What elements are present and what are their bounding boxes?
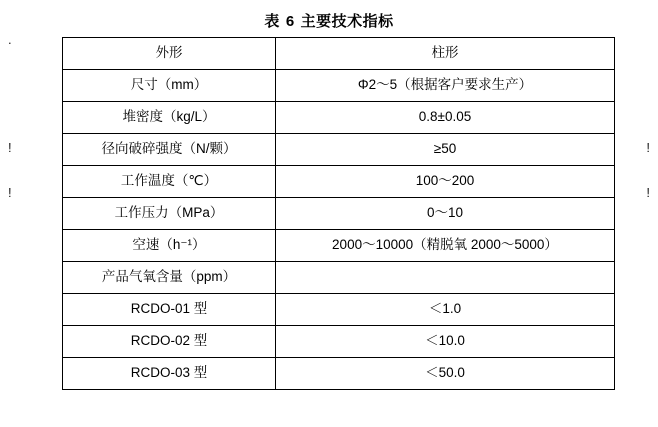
- row-label: 空速（h⁻¹）: [63, 230, 276, 262]
- row-value: 100～200: [276, 166, 615, 198]
- spec-table-body: [63, 38, 615, 390]
- margin-mark: !: [8, 185, 12, 200]
- row-value: 柱形: [276, 38, 615, 70]
- left-margin-marks: [0, 0, 20, 427]
- table-caption-text: 主要技术指标: [300, 13, 394, 30]
- table-row: [63, 70, 615, 102]
- row-label: RCDO-02 型: [63, 326, 276, 358]
- row-value: ＜1.0: [276, 294, 615, 326]
- table-caption-prefix: 表: [264, 13, 280, 30]
- row-label: 工作压力（MPa）: [63, 198, 276, 230]
- row-label: 堆密度（kg/L）: [63, 102, 276, 134]
- row-label: 外形: [63, 38, 276, 70]
- margin-mark: !: [646, 140, 650, 155]
- table-caption: [0, 0, 658, 31]
- table-row: [63, 358, 615, 390]
- table-row: [63, 198, 615, 230]
- row-value: Φ2～5（根据客户要求生产）: [276, 70, 615, 102]
- row-label: 尺寸（mm）: [63, 70, 276, 102]
- table-row: [63, 262, 615, 294]
- row-value: ＜50.0: [276, 358, 615, 390]
- table-caption-number: 6: [285, 13, 295, 30]
- table-row: [63, 102, 615, 134]
- table-row: [63, 166, 615, 198]
- table-row: [63, 294, 615, 326]
- row-label: 径向破碎强度（N/颗）: [63, 134, 276, 166]
- margin-mark: .: [8, 32, 12, 47]
- row-label: RCDO-03 型: [63, 358, 276, 390]
- table-row: [63, 230, 615, 262]
- row-value: 0.8±0.05: [276, 102, 615, 134]
- table-row: [63, 134, 615, 166]
- row-value: ≥50: [276, 134, 615, 166]
- row-value: 0～10: [276, 198, 615, 230]
- row-label: 工作温度（℃）: [63, 166, 276, 198]
- row-label: RCDO-01 型: [63, 294, 276, 326]
- table-row: [63, 326, 615, 358]
- margin-mark: !: [8, 140, 12, 155]
- spec-table: [62, 37, 615, 390]
- table-row: [63, 38, 615, 70]
- row-label: 产品气氧含量（ppm）: [63, 262, 276, 294]
- right-margin-marks: [638, 0, 658, 427]
- row-value: 2000～10000（精脱氧 2000～5000）: [276, 230, 615, 262]
- row-value: [276, 262, 615, 294]
- margin-mark: !: [646, 185, 650, 200]
- row-value: ＜10.0: [276, 326, 615, 358]
